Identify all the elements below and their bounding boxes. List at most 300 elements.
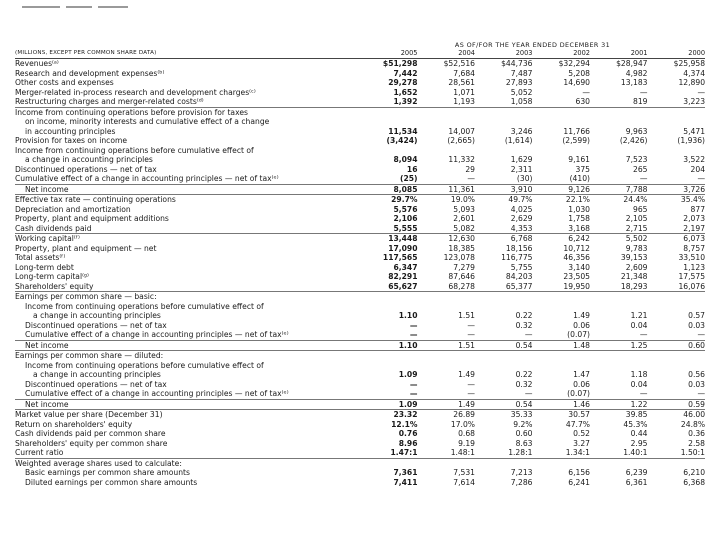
cell-value: 0.36 [688, 429, 706, 438]
year-header: 2003 [475, 49, 533, 59]
cell-value: 5,576 [393, 204, 418, 214]
cell-value: 5,471 [683, 126, 706, 136]
cell-value: 84,203 [505, 272, 533, 281]
year-header: 2002 [533, 49, 591, 59]
cell-value: 2.58 [688, 438, 706, 448]
cell-value: 2,105 [625, 214, 648, 223]
cell-value: 47.7% [565, 419, 590, 429]
cell-value: 8,757 [683, 243, 706, 253]
cell-value: 12,890 [678, 78, 706, 87]
table-row [15, 174, 705, 184]
cell-value [648, 361, 706, 371]
cell-value: 0.60 [515, 429, 533, 438]
cell-value: 8,094 [393, 155, 418, 164]
cell-value [360, 117, 418, 127]
cell-value [360, 351, 418, 361]
cell-value: 123,078 [443, 253, 475, 262]
cell-value: — [697, 174, 706, 183]
table-row [15, 165, 705, 175]
cell-value: 2,629 [510, 214, 533, 223]
year-header: 2005 [360, 49, 418, 59]
cell-value: — [467, 389, 475, 398]
cell-value [590, 146, 648, 156]
cell-value: 46.00 [683, 410, 706, 419]
cell-value: 117,565 [382, 253, 418, 262]
row-label: Shareholders' equity per common share [15, 438, 168, 448]
table-row [15, 195, 705, 205]
cell-value [360, 292, 418, 302]
cell-value: 24.8% [680, 419, 706, 429]
cell-value: 1.10 [360, 340, 418, 351]
cell-value: 9.2% [513, 419, 533, 429]
table-row [15, 330, 705, 340]
cell-value: 4,025 [510, 204, 533, 214]
cell-value [533, 302, 591, 312]
cell-value: 39,153 [620, 253, 648, 262]
cell-value: 630 [575, 97, 590, 106]
row-label: Market value per share (December 31) [15, 410, 163, 419]
cell-value: — [524, 389, 533, 398]
cell-value: 1.50:1 [648, 448, 706, 458]
cell-value: 1.34:1 [533, 448, 591, 458]
cell-value: 28,561 [448, 78, 475, 87]
cell-value: 11,361 [418, 184, 476, 195]
cell-value: 35.4% [680, 195, 706, 204]
cell-value [475, 292, 533, 302]
table-row [15, 361, 705, 371]
cell-value [648, 458, 706, 468]
cell-value [360, 361, 418, 371]
row-label: Income from continuing operations before cumulative effect of [15, 145, 254, 155]
table-row [15, 244, 705, 254]
cell-value [590, 292, 648, 302]
cell-value: 1.48 [533, 340, 591, 351]
cell-value: 29.7% [391, 195, 418, 204]
row-label: Other costs and expenses [15, 78, 114, 87]
row-label: Earnings per common share — diluted: [15, 351, 164, 360]
cell-value: 1,123 [683, 262, 706, 272]
row-label: Basic earnings per common share amounts [25, 468, 190, 477]
table-caption: AS OF/FOR THE YEAR ENDED DECEMBER 31 [454, 41, 611, 49]
table-row [15, 253, 705, 263]
cell-value: 2.95 [630, 438, 648, 448]
cell-value [533, 117, 591, 127]
cell-value: 9,126 [533, 184, 591, 195]
table-row [15, 136, 705, 146]
cell-value: 12,630 [418, 234, 476, 244]
cell-value: — [582, 87, 590, 97]
table-row [15, 59, 705, 69]
cell-value: 23.32 [393, 410, 418, 419]
cell-value: — [697, 330, 706, 339]
table-row [15, 389, 705, 399]
cell-value: 8,085 [360, 184, 418, 195]
cell-value [533, 361, 591, 371]
cell-value: 1.49 [573, 311, 590, 320]
cell-value: — [639, 389, 648, 398]
cell-value: 3,726 [648, 184, 706, 195]
row-label: Discontinued operations — net of tax [15, 164, 157, 174]
cell-value: 1,030 [568, 204, 590, 214]
cell-value: 26.89 [453, 410, 475, 419]
cell-value [418, 458, 476, 468]
cell-value: 1.09 [360, 399, 418, 410]
cell-value: — [467, 379, 475, 389]
cell-value: 0.59 [648, 399, 706, 410]
table-row [15, 478, 705, 488]
cell-value: 7,442 [393, 68, 418, 78]
cell-value: 6,073 [648, 234, 706, 244]
cell-value: 1.48:1 [418, 448, 476, 458]
cell-value: (2,599) [562, 136, 590, 145]
cell-value: 2,609 [625, 262, 648, 272]
cell-value: 0.56 [688, 370, 706, 379]
cell-value: 1.49 [458, 370, 475, 379]
cell-value [590, 361, 648, 371]
cell-value: 10,712 [563, 243, 590, 253]
cell-value: (30) [516, 174, 533, 183]
cell-value: 3.27 [573, 438, 590, 448]
cell-value: 0.52 [573, 429, 590, 438]
row-label: Cash dividends paid [15, 223, 92, 233]
row-label: Current ratio [15, 448, 64, 457]
cell-value [590, 351, 648, 361]
cell-value: 8.96 [398, 438, 418, 448]
table-row [15, 458, 705, 468]
cell-value: 3,223 [683, 97, 706, 106]
cell-value [418, 107, 476, 117]
cell-value: 82,291 [388, 272, 418, 281]
table-row [15, 97, 705, 107]
table-row [15, 127, 705, 137]
cell-value: 375 [575, 164, 590, 174]
cell-value: — [467, 320, 475, 330]
cell-value: 3,522 [683, 155, 706, 164]
cell-value: — [409, 379, 418, 389]
cell-value: — [639, 330, 648, 339]
cell-value: 2,715 [625, 223, 648, 233]
cell-value: 0.54 [475, 340, 533, 351]
cell-value: 0.32 [515, 379, 533, 389]
cell-value [475, 117, 533, 127]
table-row [15, 117, 705, 127]
cell-value: 1.49 [418, 399, 476, 410]
cell-value: 4,982 [625, 68, 648, 78]
row-label: Discontinued operations — net of tax [25, 379, 167, 389]
units-label: (MILLIONS, EXCEPT PER COMMON SHARE DATA) [15, 49, 360, 59]
cell-value: 7,361 [393, 468, 418, 477]
cell-value: (0.07) [567, 330, 590, 339]
cell-value: 5,093 [453, 204, 475, 214]
row-label: a change in accounting principles [33, 311, 161, 320]
cell-value [360, 146, 418, 156]
cell-value [533, 107, 591, 117]
cell-value: 2,601 [453, 214, 475, 223]
table-row [15, 205, 705, 215]
cell-value: — [697, 389, 706, 398]
cell-value: 23,505 [563, 272, 590, 281]
cell-value: 2,197 [683, 223, 706, 233]
row-label: Net income [15, 340, 360, 351]
cell-value: 1,058 [510, 97, 533, 106]
table-row [15, 234, 705, 244]
cell-value [648, 107, 706, 117]
cell-value: 1.22 [590, 399, 648, 410]
cell-value: 5,082 [453, 223, 475, 233]
cell-value: 7,531 [453, 468, 475, 477]
cell-value: 0.22 [515, 311, 533, 320]
table-row [15, 321, 705, 331]
cell-value: 14,007 [448, 126, 475, 136]
cropped-text-fragment [22, 0, 142, 14]
cell-value [475, 107, 533, 117]
cell-value: — [409, 320, 418, 330]
cell-value: 11,332 [448, 155, 475, 164]
cell-value [475, 146, 533, 156]
cell-value: 9.19 [458, 438, 475, 448]
table-row [15, 302, 705, 312]
row-label: Income from continuing operations before cumulative effect of [25, 360, 264, 370]
cell-value: (2,665) [447, 136, 475, 145]
cell-value: 5,555 [393, 223, 418, 233]
cell-value: 39.85 [625, 410, 648, 419]
cell-value: 18,156 [505, 243, 533, 253]
table-row [15, 146, 705, 156]
table-row [15, 420, 705, 430]
cell-value: 1,758 [568, 214, 590, 223]
cell-value: 35.33 [510, 410, 533, 419]
cell-value: 6,347 [393, 262, 418, 272]
row-label: a change in accounting principles [33, 370, 161, 379]
row-label: Earnings per common share — basic: [15, 292, 360, 302]
cell-value: (3,424) [386, 136, 418, 145]
cell-value [590, 458, 648, 468]
cell-value: 1.09 [398, 370, 418, 379]
cell-value: 7,487 [510, 68, 533, 78]
row-label: Cash dividends paid per common share [15, 429, 166, 438]
cell-value: 65,377 [505, 281, 533, 291]
cell-value: (410) [569, 174, 590, 183]
cell-value: — [639, 87, 648, 97]
cell-value: — [409, 389, 418, 398]
cell-value: 877 [690, 204, 706, 214]
cell-value [590, 302, 648, 312]
cell-value [475, 302, 533, 312]
row-label: Income from continuing operations before cumulative effect of [25, 301, 264, 311]
cell-value: 1.47 [573, 370, 590, 379]
cell-value [533, 458, 591, 468]
cell-value: 204 [690, 164, 706, 174]
row-label: Diluted earnings per common share amounts [25, 477, 198, 487]
cell-value: 0.22 [515, 370, 533, 379]
row-label: in accounting principles [25, 126, 116, 136]
cell-value: 2,073 [683, 214, 706, 223]
cell-value: 1.21 [630, 311, 648, 320]
cell-value: 17,090 [388, 243, 418, 253]
cell-value: 49.7% [508, 195, 533, 204]
row-label: Restructuring charges and merger-related costs⁽ᵈ⁾ [15, 97, 204, 106]
cell-value: (1,936) [677, 136, 706, 145]
cell-value: 5,502 [590, 234, 648, 244]
cell-value: 265 [633, 164, 648, 174]
table-row [15, 184, 705, 195]
cell-value: 1.51 [458, 311, 475, 320]
cell-value [648, 146, 706, 156]
cell-value: 11,766 [563, 126, 590, 136]
cell-value: 87,646 [448, 272, 475, 281]
cell-value: 33,510 [678, 253, 706, 262]
cell-value [475, 351, 533, 361]
row-label: Working capital⁽ᶠ⁾ [15, 234, 360, 244]
cell-value: 4,353 [510, 223, 533, 233]
cell-value [360, 302, 418, 312]
cell-value: 19,950 [563, 281, 590, 291]
cell-value: $25,958 [673, 59, 706, 68]
table-row [15, 380, 705, 390]
row-label: Net income [15, 399, 360, 410]
row-label: Shareholders' equity [15, 281, 94, 291]
cell-value: 1,071 [453, 87, 475, 97]
table-row [15, 107, 705, 117]
cell-value [418, 292, 476, 302]
cell-value: 1,629 [510, 155, 533, 164]
cell-value: — [467, 174, 475, 183]
cell-value: 1.40:1 [590, 448, 648, 458]
cell-value: — [639, 174, 648, 183]
table-row [15, 69, 705, 79]
cell-value: (0.07) [567, 389, 590, 398]
row-label: Return on shareholders' equity [15, 419, 133, 429]
cell-value: 7,286 [510, 477, 533, 487]
table-row [15, 468, 705, 478]
cell-value: 7,614 [453, 477, 475, 487]
cell-value: 0.03 [688, 320, 706, 330]
row-label: Property, plant and equipment additions [15, 214, 169, 223]
year-header: 2001 [590, 49, 648, 59]
cell-value [648, 302, 706, 312]
cell-value: 8.63 [515, 438, 533, 448]
cell-value: 0.06 [573, 379, 590, 389]
cell-value: 27,893 [505, 78, 533, 87]
table-row [15, 292, 705, 302]
table-row [15, 214, 705, 224]
cell-value: $52,516 [443, 59, 475, 68]
cell-value: 0.03 [688, 379, 706, 389]
cell-value [418, 351, 476, 361]
table-row [15, 370, 705, 380]
cell-value: 21,348 [620, 272, 648, 281]
cell-value: 1.10 [398, 311, 418, 320]
cell-value [475, 458, 533, 468]
table-row [15, 88, 705, 98]
cell-value: $28,947 [616, 59, 648, 68]
cell-value: (1,614) [504, 136, 533, 145]
row-label: Net income [15, 184, 360, 195]
cell-value: 1.18 [630, 370, 648, 379]
cell-value: 6,156 [568, 468, 590, 477]
cell-value: — [467, 330, 475, 339]
row-label: Discontinued operations — net of tax [25, 320, 167, 330]
cell-value: 13,448 [360, 234, 418, 244]
cell-value: 965 [633, 204, 648, 214]
row-label: Total assets⁽ᶠ⁾ [15, 253, 66, 262]
cell-value: 18,293 [620, 281, 648, 291]
cell-value [533, 146, 591, 156]
cell-value: 17,575 [678, 272, 706, 281]
cell-value: — [524, 330, 533, 339]
year-header: 2004 [418, 49, 476, 59]
cell-value: 29 [465, 164, 475, 174]
cell-value: 9,161 [568, 155, 590, 164]
cell-value: 16,076 [678, 281, 706, 291]
selected-financial-data-table [15, 41, 705, 487]
cell-value: 7,788 [590, 184, 648, 195]
cell-value: 16 [406, 164, 418, 174]
table-caption-row [15, 41, 705, 49]
row-label: Research and development expenses⁽ᵇ⁾ [15, 68, 165, 78]
cell-value: 5,208 [568, 68, 590, 78]
cell-value: 7,684 [453, 68, 475, 78]
cell-value: 29,278 [388, 78, 418, 87]
cell-value [418, 117, 476, 127]
cell-value: 6,368 [683, 477, 706, 487]
cell-value: 0.44 [630, 429, 648, 438]
cell-value: 0.57 [688, 311, 706, 320]
cell-value: 0.54 [475, 399, 533, 410]
table-row [15, 78, 705, 88]
table-row [15, 340, 705, 351]
cell-value: 1,652 [393, 87, 418, 97]
cell-value: 24.4% [623, 195, 648, 204]
row-label: Long-term capital⁽ᵍ⁾ [15, 272, 89, 281]
table-row [15, 263, 705, 273]
table-row [15, 410, 705, 420]
row-label: Cumulative effect of a change in accounting principles — net of tax⁽ᵉ⁾ [25, 389, 289, 398]
row-label: Property, plant and equipment — net [15, 243, 157, 253]
table-row [15, 399, 705, 410]
cell-value: 6,242 [533, 234, 591, 244]
cell-value: 3,140 [568, 262, 590, 272]
cell-value [648, 292, 706, 302]
cell-value [648, 351, 706, 361]
cell-value: 3,910 [475, 184, 533, 195]
cell-value: 65,627 [388, 281, 418, 291]
table-row [15, 155, 705, 165]
cell-value [360, 107, 418, 117]
cell-value: 7,279 [453, 262, 475, 272]
table-row [15, 224, 705, 234]
cell-value [533, 292, 591, 302]
cell-value: 6,239 [625, 468, 648, 477]
cell-value [533, 351, 591, 361]
row-label: Cumulative effect of a change in accounting principles — net of tax⁽ᵉ⁾ [25, 330, 289, 339]
table-header-row [15, 49, 705, 59]
table-row [15, 439, 705, 449]
cell-value: 12.1% [391, 419, 418, 429]
cell-value: 68,278 [448, 281, 475, 291]
cell-value: $44,736 [501, 59, 533, 68]
year-header: 2000 [648, 49, 706, 59]
cell-value: 1.46 [533, 399, 591, 410]
cell-value: 4,374 [683, 68, 706, 78]
row-label: Depreciation and amortization [15, 204, 131, 214]
row-label: Weighted average shares used to calculate: [15, 458, 360, 468]
cell-value: 3,246 [510, 126, 533, 136]
cell-value: 116,775 [501, 253, 533, 262]
cell-value [418, 361, 476, 371]
cell-value: 3,168 [568, 223, 590, 233]
table-row [15, 429, 705, 439]
